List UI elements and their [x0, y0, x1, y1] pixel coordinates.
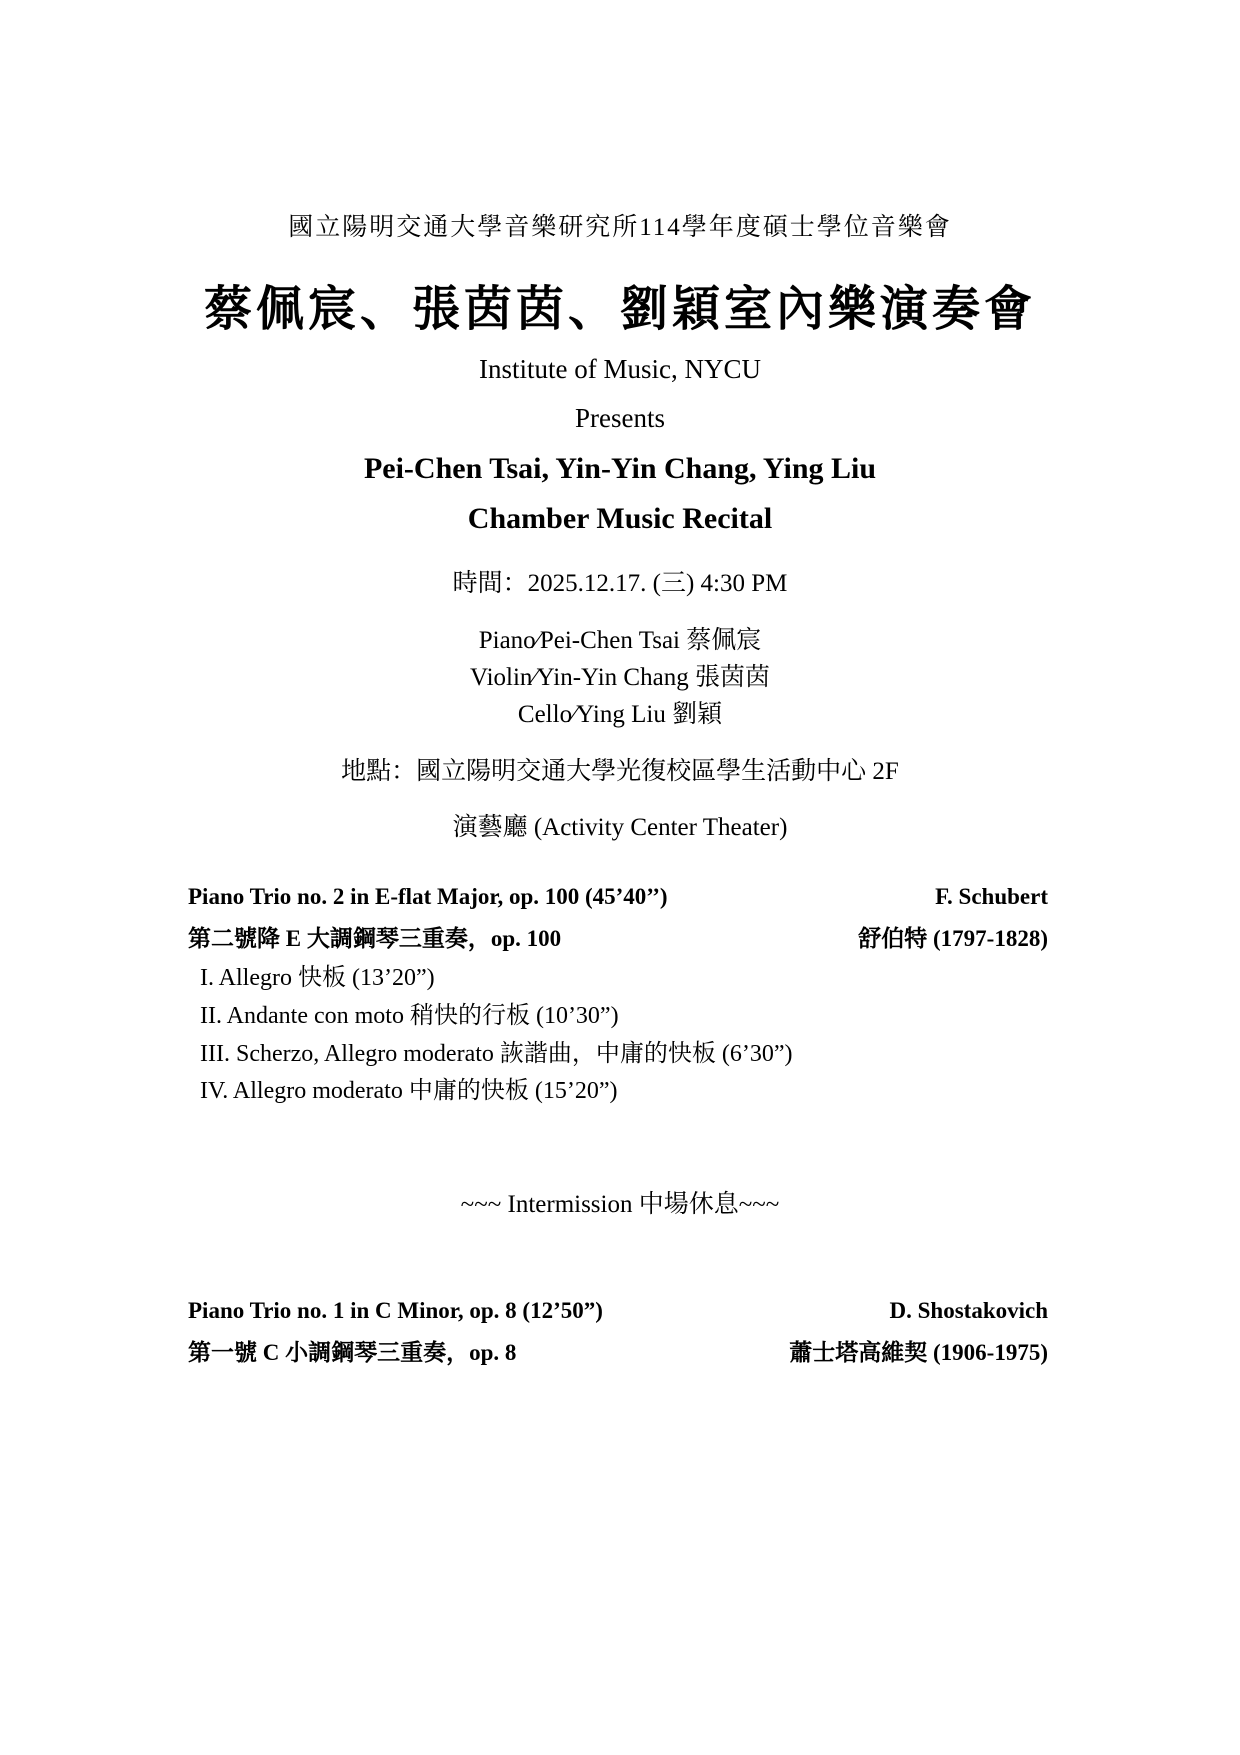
work2-heading [188, 1298, 1048, 1324]
movement-item: II. Andante con moto 稍快的行板 (10’30”) [200, 1003, 619, 1029]
page-title: 蔡佩宸、張茵茵、劉穎室內樂演奏會 [203, 283, 1036, 336]
venue-line-2: 演藝廳 (Activity Center Theater) [452, 814, 788, 841]
recital-title: Chamber Music Recital [467, 502, 773, 535]
venue-line-1: 地點：國立陽明交通大學光復校區學生活動中心 2F [341, 758, 899, 785]
work2-heading-zh [188, 1334, 1048, 1367]
movement-item: III. Scherzo, Allegro moderato 詼諧曲，中庸的快板 (6’30”) [200, 1041, 793, 1067]
work2-title-zh: 第一號 C 小調鋼琴三重奏，op. 8 [188, 1340, 517, 1365]
work1-heading-zh [188, 920, 1048, 953]
movement-item: I. Allegro 快板 (13’20”) [200, 965, 435, 991]
work1-title-en: Piano Trio no. 2 in E-flat Major, op. 100 (45’40’’) [188, 884, 668, 909]
movement-item: IV. Allegro moderato 中庸的快板 (15’20”) [200, 1078, 618, 1104]
presents-label: Presents [575, 403, 665, 433]
presenter: Institute of Music, NYCU [479, 354, 761, 384]
work1-heading [188, 884, 1048, 910]
work2-title-en: Piano Trio no. 1 in C Minor, op. 8 (12’50”) [188, 1298, 603, 1323]
work2-composer-en: D. Shostakovich [889, 1298, 1048, 1323]
performer-violin: Violin⁄Yin-Yin Chang 張茵茵 [470, 664, 770, 691]
performer-cello: Cello⁄Ying Liu 劉穎 [517, 701, 723, 728]
work1-title-zh: 第二號降 E 大調鋼琴三重奏，op. 100 [188, 926, 562, 951]
performer-piano: Piano⁄Pei-Chen Tsai 蔡佩宸 [478, 627, 762, 654]
work2-composer-zh: 蕭士塔高維契 (1906-1975) [789, 1340, 1048, 1365]
work1-composer-en: F. Schubert [935, 884, 1048, 909]
intermission: ~~~ Intermission 中場休息~~~ [460, 1191, 780, 1218]
performers-title: Pei-Chen Tsai, Yin-Yin Chang, Ying Liu [363, 452, 877, 485]
work1-composer-zh: 舒伯特 (1797-1828) [858, 926, 1048, 951]
concert-time: 時間：2025.12.17. (三) 4:30 PM [452, 570, 788, 597]
subtitle-zh: 國立陽明交通大學音樂研究所114學年度碩士學位音樂會 [288, 214, 952, 241]
